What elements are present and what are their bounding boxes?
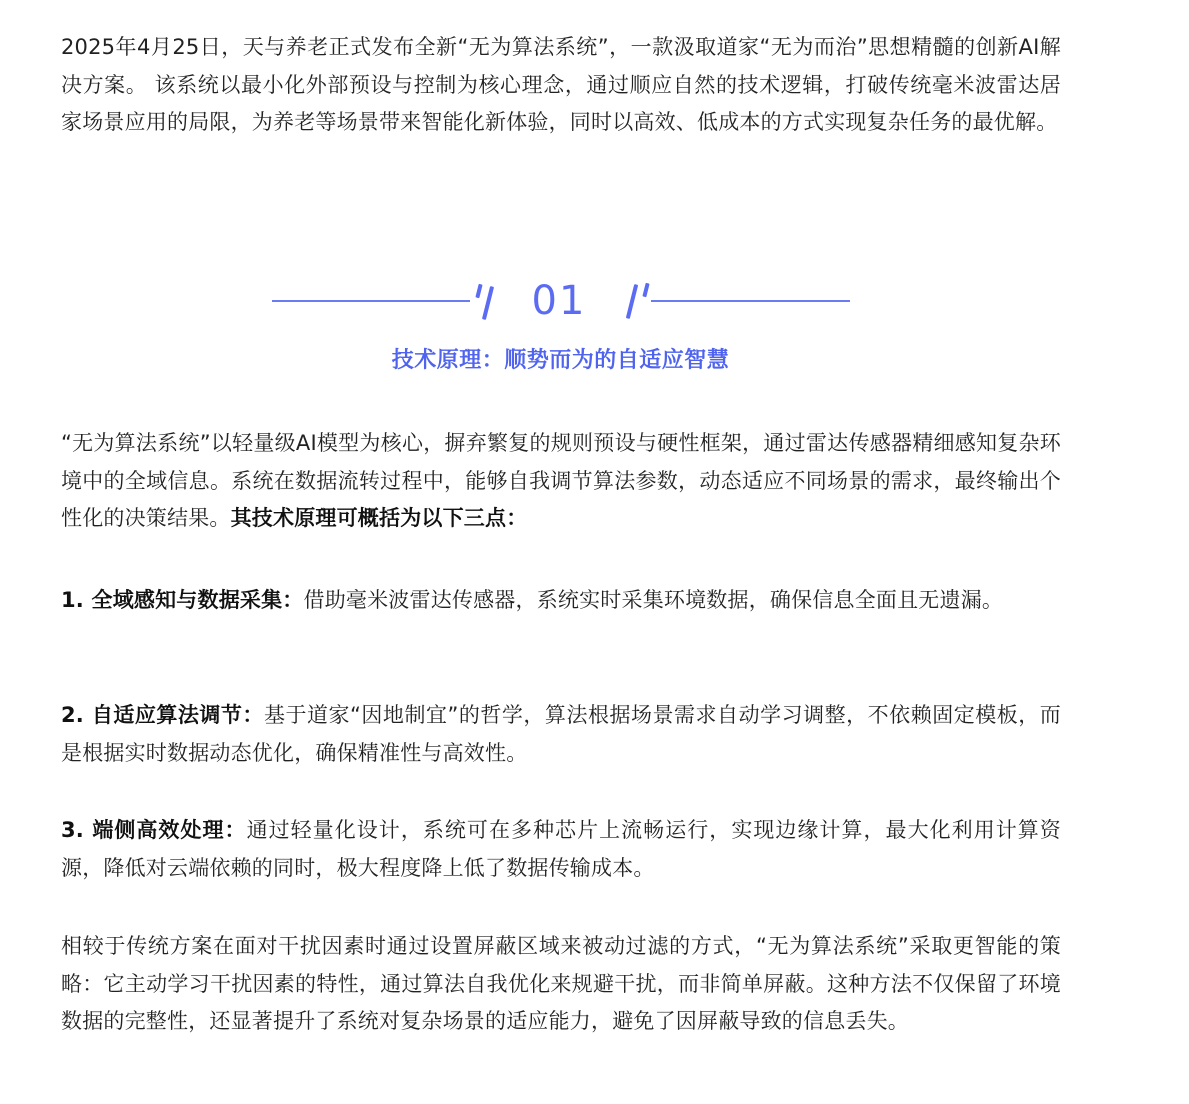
section-title: 技术原理：顺势而为的自适应智慧 — [391, 348, 730, 373]
principle-bold-summary: 其技术原理可概括为以下三点： — [230, 506, 528, 530]
slash-decoration-icon — [482, 286, 494, 320]
principle-text: “无为算法系统”以轻量级AI模型为核心，摒弃繁复的规则预设与硬性框架，通过雷达传感器精细感知复杂环境中的全域信息。系统在数据流转过程中，能够自我调节算法参数，动态适应不同场景的需求，最终输出个性化的决策结果。 — [61, 431, 1061, 530]
point-text: 通过轻量化设计，系统可在多种芯片上流畅运行，实现边缘计算，最大化利用计算资源，降低对云端依赖的同时，极大程度降上低了数据传输成本。 — [61, 818, 1061, 880]
divider-line-right — [651, 300, 850, 302]
intro-paragraph: 2025年4月25日，天与养老正式发布全新“无为算法系统”，一款汲取道家“无为而治”思想精髓的创新AI解决方案。 该系统以最小化外部预设与控制为核心理念，通过顺应自然的技术逻辑，打破传统毫米波雷达居家场景应用的局限，为养老等场景带来智能化新体验，同时以高效、低成本的方式实现复杂任务的最优解。 — [61, 35, 1061, 134]
comparison-paragraph: 相较于传统方案在面对干扰因素时通过设置屏蔽区域来被动过滤的方式，“无为算法系统”采取更智能的策略：它主动学习干扰因素的特性，通过算法自我优化来规避干扰，而非简单屏蔽。这种方法不仅保留了环境数据的完整性，还显著提升了系统对复杂场景的适应能力，避免了因屏蔽导致的信息丢失。 — [61, 934, 1061, 1033]
slash-decoration-icon — [475, 284, 482, 299]
slash-decoration-icon — [642, 283, 649, 298]
point-label: 1. 全域感知与数据采集： — [61, 588, 304, 612]
point-text: 借助毫米波雷达传感器，系统实时采集环境数据，确保信息全面且无遗漏。 — [303, 588, 1004, 612]
slash-decoration-icon — [626, 284, 638, 319]
point-item — [61, 812, 1061, 887]
point-label: 3. 端侧高效处理： — [61, 818, 247, 842]
point-item — [61, 582, 1061, 620]
divider-line-left — [272, 300, 470, 302]
section-number: 01 — [531, 278, 587, 324]
point-label: 2. 自适应算法调节： — [61, 703, 264, 727]
point-text: 基于道家“因地制宜”的哲学，算法根据场景需求自动学习调整，不依赖固定模板，而是根据实时数据动态优化，确保精准性与高效性。 — [61, 703, 1061, 765]
principle-paragraph — [61, 425, 1061, 538]
point-item — [61, 697, 1061, 772]
